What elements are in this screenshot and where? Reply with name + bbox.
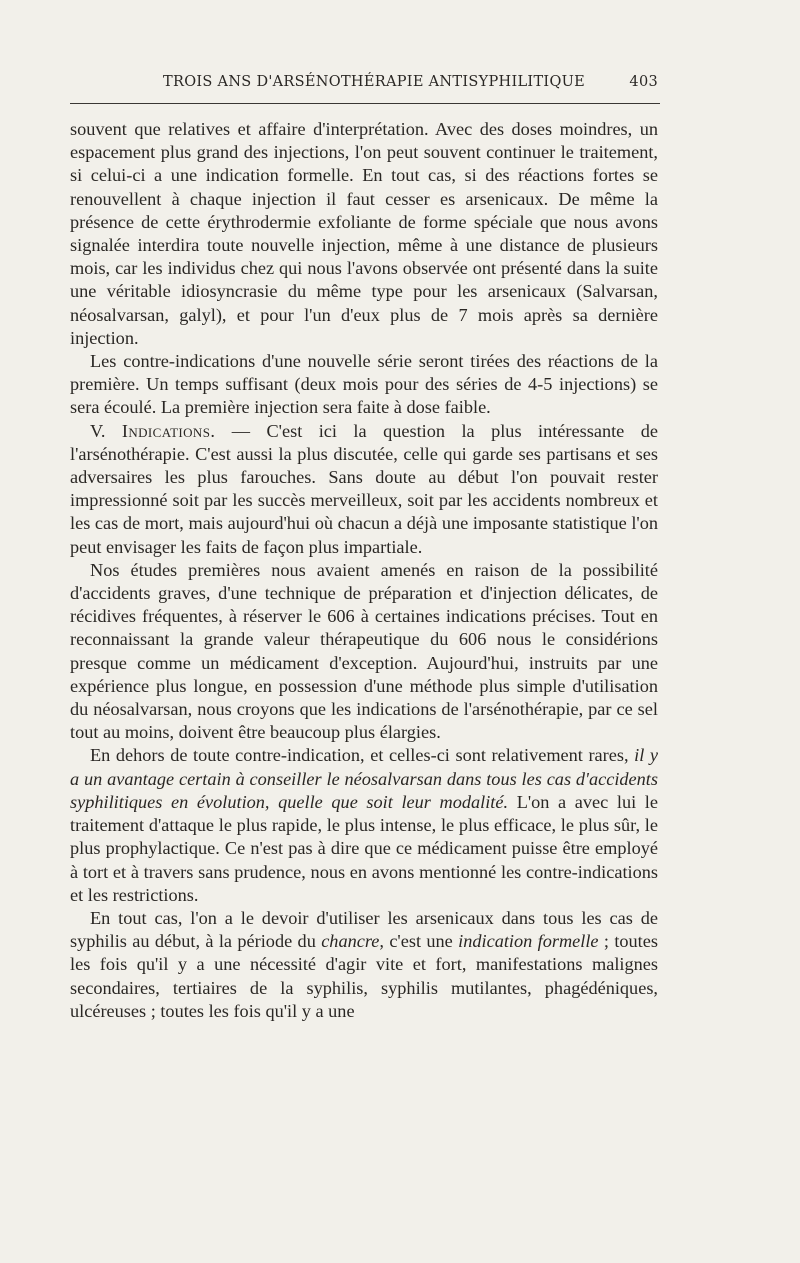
paragraph-1: souvent que relatives et affaire d'interprétation. Avec des doses moindres, un espacement plus grand des injections, l'on peut souvent continuer le traitement, si celui-ci a une indication formelle. En tout cas, si des réactions fortes se renouvellent à chaque injection il faut cesser es arsenicaux. De même la présence de cette érythrodermie exfoliante de forme spéciale que nous avons signalée interdira toute nouvelle injection, même à une distance de plusieurs mois, car les individus chez qui nous l'avons observée ont présenté dans la suite une véritable idiosyncrasie du même type pour les arsenicaux (Salvarsan, néosalvarsan, galyl), et pour l'un d'eux plus de 7 mois après sa dernière injection. [70, 119, 658, 348]
paragraph-6 [70, 907, 658, 1023]
section-heading: Indications. [121, 420, 216, 441]
paragraph-4: Nos études premières nous avaient amenés en raison de la possibilité d'accidents graves, d'une technique de préparation et d'injection délicates, de récidives fréquentes, à réserver le 606 à certaines indications précises. Tout en reconnaissant la grande valeur thérapeutique du 606 nous le considérions presque comme un médicament d'exception. Aujourd'hui, instruits par une expérience plus longue, en possession d'une méthode plus simple d'utilisation du néosalvarsan, nous croyons que les indications de l'arsénothérapie, par ce sel tout au moins, doivent être beaucoup plus élargies. [70, 559, 658, 743]
body-text [70, 118, 658, 1023]
paragraph-5-emphasis: il y a un avantage certain à conseiller le néosalvarsan dans tous les cas d'accidents syphilitiques en évolution, quelle que soit leur modalité. [70, 745, 658, 812]
paragraph-2: Les contre-indications d'une nouvelle série seront tirées des réactions de la première. Un temps suffisant (deux mois pour des séries de 4-5 injections) se sera écoulé. La première injection sera faite à dose faible. [70, 351, 658, 418]
paragraph-3 [70, 420, 658, 559]
paragraph-6-part-c: c'est une [383, 931, 459, 952]
paragraph-5-lead: En dehors de toute contre-indication, et celles-ci sont relativement rares, [90, 745, 635, 766]
paragraph-6-part-a: En tout cas, l'on a le devoir d'utiliser les arsenicaux dans tous les cas de syphilis au début, à la période du [70, 907, 658, 952]
header-rule [70, 103, 660, 104]
section-number: V. [90, 420, 122, 441]
page-number: 403 [629, 74, 658, 90]
paragraph-6-part-e: ; toutes les fois qu'il y a une nécessité d'agir vite et fort, manifestations malignes secondaires, tertiaires de la syphilis, syphilis mutilantes, phagédéniques, ulcéreuses ; toutes les fois qu'il y a une [70, 931, 658, 1021]
paragraph-3-text: — C'est ici la question la plus intéressante de l'arsénothérapie. C'est aussi la plus discutée, celle qui garde ses partisans et ses adversaires les plus farouches. Sans doute au début l'on pouvait rester impressionné soit par les succès merveilleux, soit par les accidents nombreux et les cas de mort, mais aujourd'hui où chacun a déjà une imposante statistique l'on peut envisager les faits de façon plus impartiale. [70, 420, 658, 557]
paragraph-6-indication: indication formelle [458, 931, 599, 952]
paragraph-5 [70, 744, 658, 906]
paragraph-5-text: L'on a avec lui le traitement d'attaque le plus rapide, le plus intense, le plus efficace, le plus sûr, le plus prophylactique. Ce n'est pas à dire que ce médicament puisse être employé à tort et à travers sans prudence, nous en avons mentionné les contre-indications et les restrictions. [70, 791, 659, 905]
running-title: TROIS ANS D'ARSÉNOTHÉRAPIE ANTISYPHILITIQUE [163, 74, 586, 90]
paragraph-6-chancre: chancre, [321, 931, 384, 952]
